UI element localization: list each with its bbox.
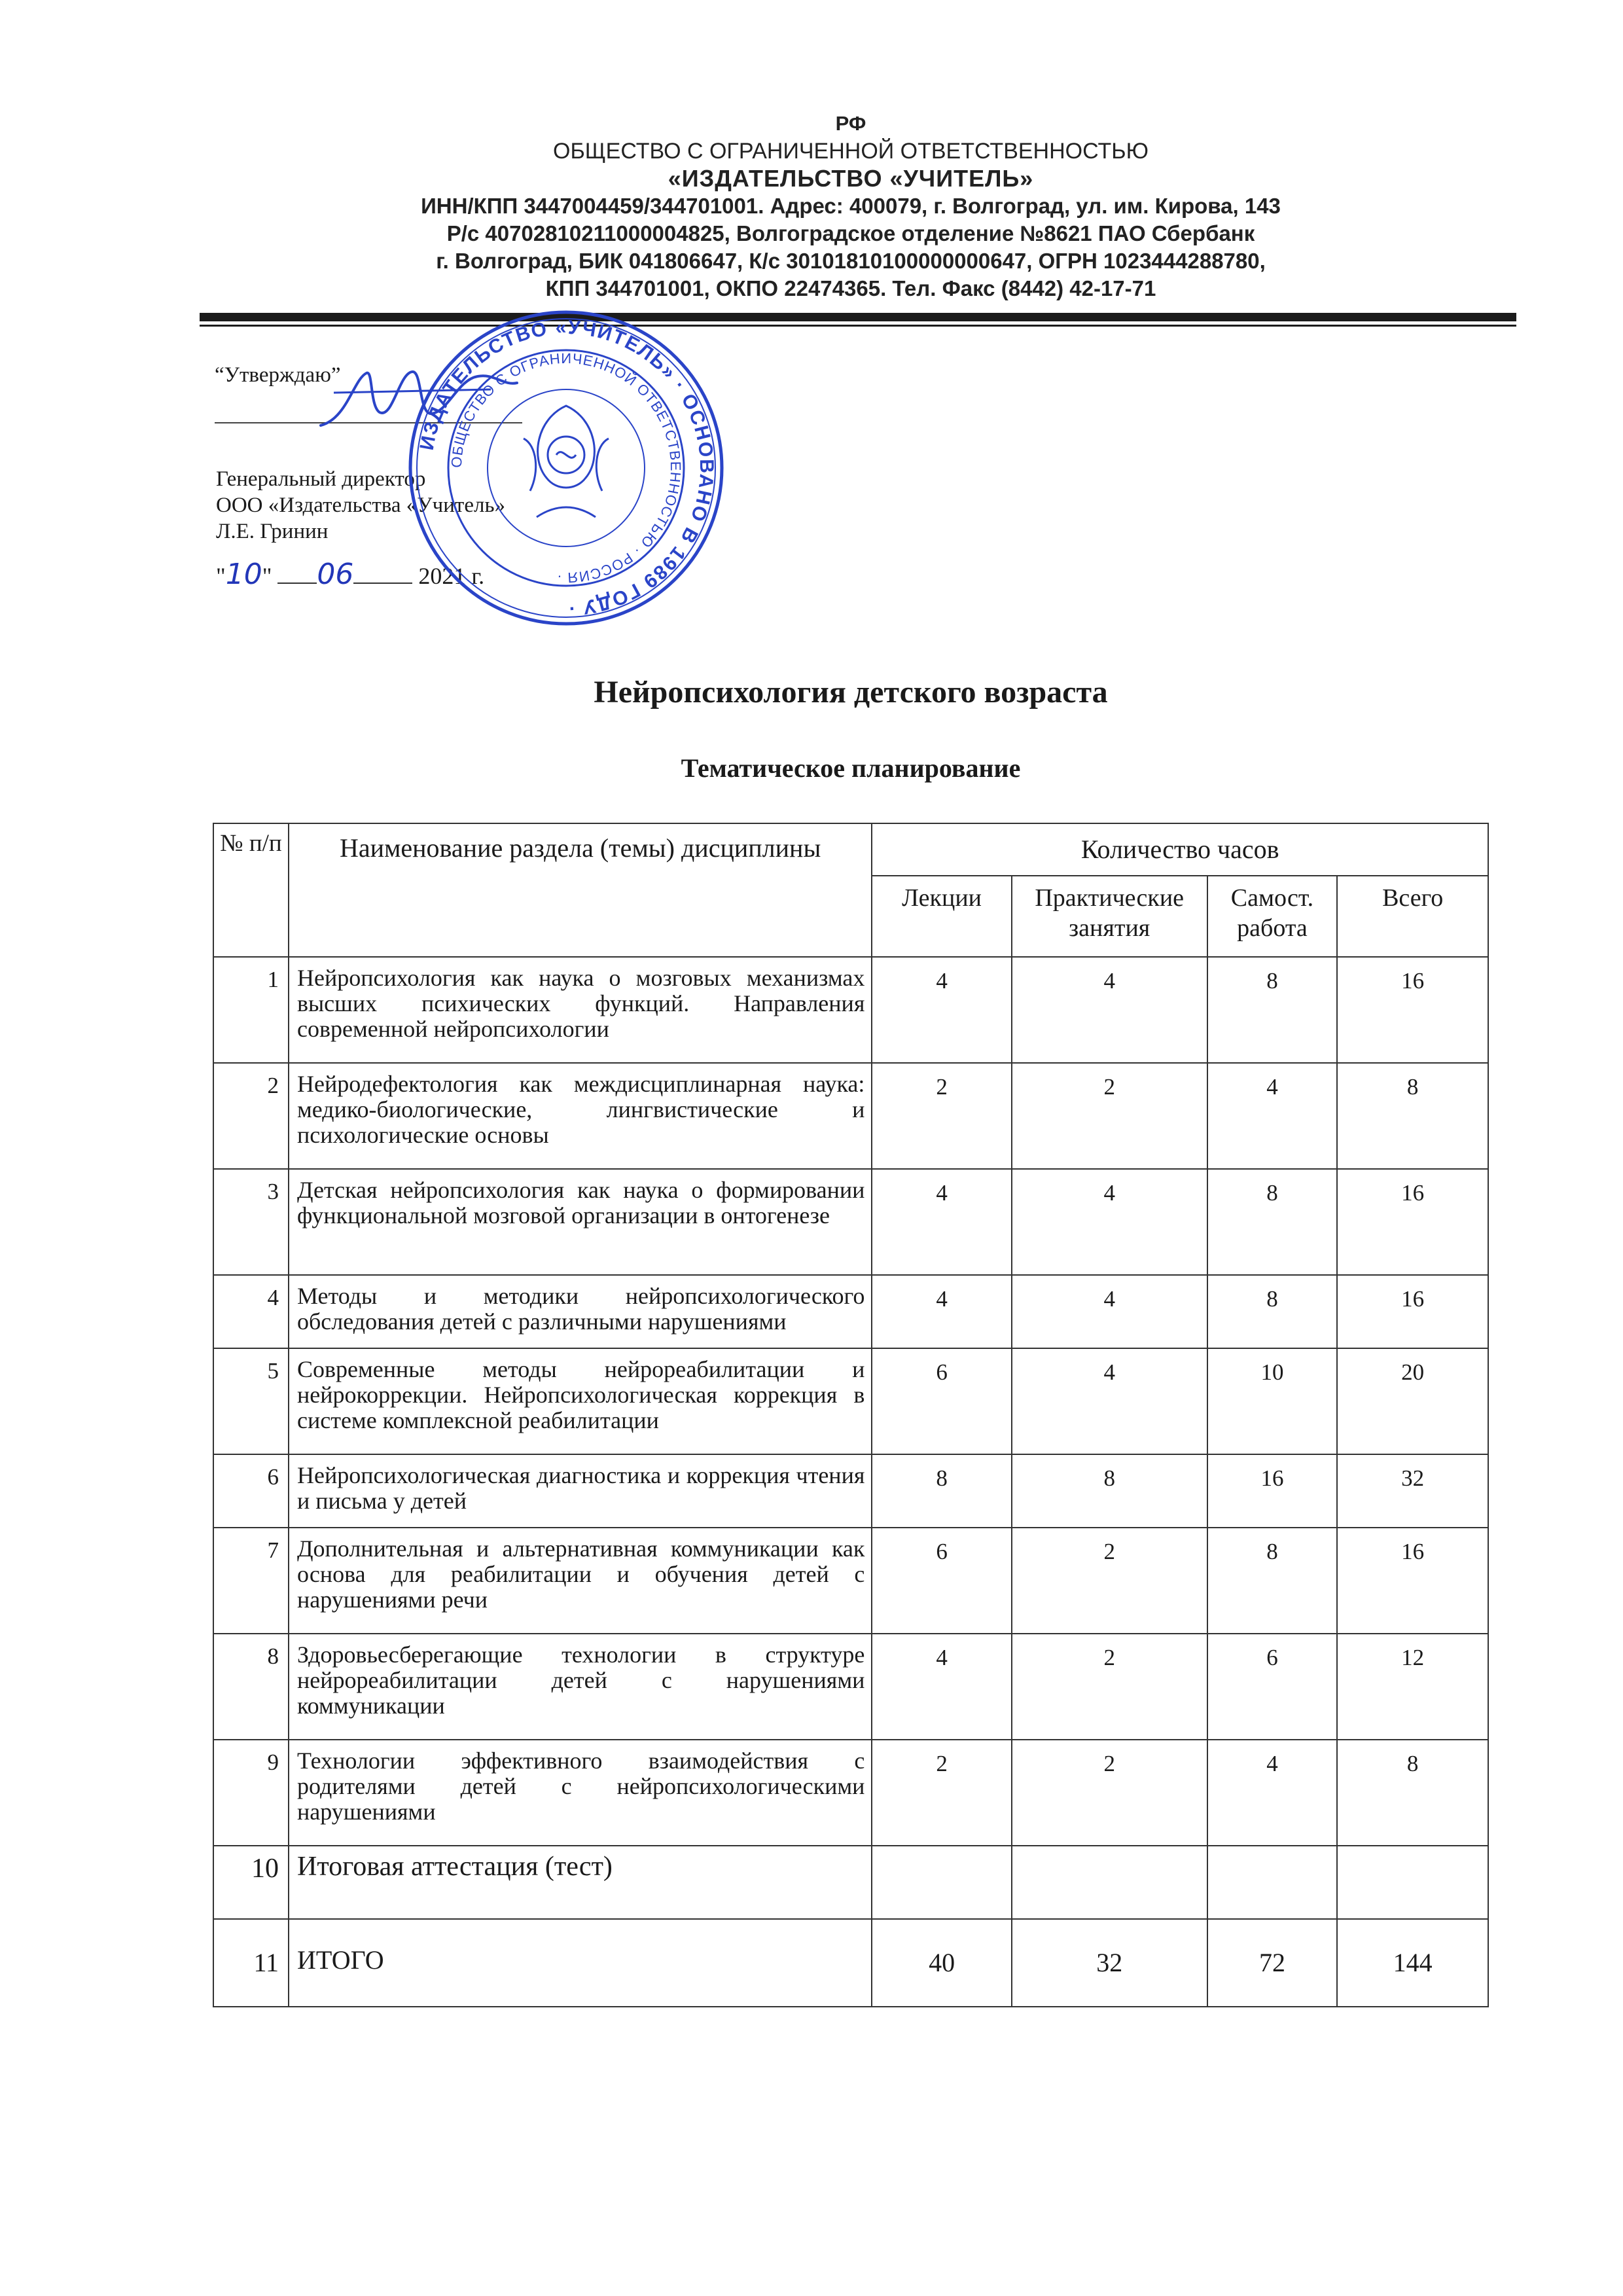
row-num: 5 — [213, 1348, 289, 1454]
row-name: Нейропсихология как наука о мозговых механизмах высших психических функций. Направления современной нейропсихологии — [289, 957, 872, 1063]
letterhead-divider-thin — [200, 325, 1516, 327]
row-lectures: 4 — [872, 1275, 1011, 1348]
row-total: 20 — [1337, 1348, 1488, 1454]
row-selfwork: 10 — [1207, 1348, 1338, 1454]
row-num: 3 — [213, 1169, 289, 1275]
row-selfwork: 6 — [1207, 1634, 1338, 1740]
row-total: 16 — [1337, 1528, 1488, 1634]
row-num: 11 — [213, 1919, 289, 2007]
header-num: № п/п — [213, 823, 289, 957]
row-practice: 2 — [1012, 1063, 1207, 1169]
table-row-total — [213, 1919, 1488, 2007]
row-total: 12 — [1337, 1634, 1488, 1740]
svg-text:ОБЩЕСТВО С ОГРАНИЧЕННОЙ ОТВЕТС: ОБЩЕСТВО С ОГРАНИЧЕННОЙ ОТВЕТСТВЕННОСТЬЮ · РОССИЯ · — [448, 350, 685, 586]
row-num: 2 — [213, 1063, 289, 1169]
document-title: Нейропсихология детского возраста — [594, 675, 1108, 709]
row-practice: 4 — [1012, 957, 1207, 1063]
row-practice — [1012, 1846, 1207, 1919]
row-total: 8 — [1337, 1740, 1488, 1846]
row-practice: 4 — [1012, 1348, 1207, 1454]
table-row — [213, 1063, 1488, 1169]
row-num: 9 — [213, 1740, 289, 1846]
row-name: Технологии эффективного взаимодействия с родителями детей с нейропсихологическими нарушениями — [289, 1740, 872, 1846]
row-total — [1337, 1846, 1488, 1919]
thematic-plan-table — [213, 823, 1489, 2007]
table-row — [213, 1348, 1488, 1454]
header-selfwork: Самост. работа — [1207, 876, 1338, 957]
approver-position-2: ООО «Издательства «Учитель» — [216, 493, 506, 517]
row-total: 16 — [1337, 1169, 1488, 1275]
row-selfwork: 8 — [1207, 1169, 1338, 1275]
table-row — [213, 1740, 1488, 1846]
row-selfwork: 4 — [1207, 1740, 1338, 1846]
row-total: 16 — [1337, 957, 1488, 1063]
row-selfwork: 8 — [1207, 1528, 1338, 1634]
row-name: Методы и методики нейропсихологического обследования детей с различными нарушениями — [289, 1275, 872, 1348]
header-total: Всего — [1337, 876, 1488, 957]
table-row — [213, 1275, 1488, 1348]
approval-day: 10 — [225, 558, 262, 591]
row-num: 4 — [213, 1275, 289, 1348]
row-practice: 2 — [1012, 1740, 1207, 1846]
row-name: Итоговая аттестация (тест) — [289, 1846, 872, 1919]
row-num: 10 — [213, 1846, 289, 1919]
row-total: 8 — [1337, 1063, 1488, 1169]
row-practice: 8 — [1012, 1454, 1207, 1528]
row-lectures: 4 — [872, 1634, 1011, 1740]
row-total: 32 — [1337, 1454, 1488, 1528]
row-lectures: 6 — [872, 1528, 1011, 1634]
row-practice: 32 — [1012, 1919, 1207, 2007]
row-num: 1 — [213, 957, 289, 1063]
row-selfwork: 4 — [1207, 1063, 1338, 1169]
row-name: Современные методы нейрореабилитации и нейрокоррекции. Нейропсихологическая коррекция в системе комплексной реабилитации — [289, 1348, 872, 1454]
requisites-line-4: КПП 344701001, ОКПО 22474365. Тел. Факс (8442) 42-17-71 — [545, 276, 1156, 300]
approval-month: 06 — [317, 558, 354, 591]
row-selfwork — [1207, 1846, 1338, 1919]
row-selfwork: 72 — [1207, 1919, 1338, 2007]
row-lectures: 4 — [872, 957, 1011, 1063]
row-name: ИТОГО — [289, 1919, 872, 2007]
row-practice: 2 — [1012, 1634, 1207, 1740]
requisites-line-3: г. Волгоград, БИК 041806647, К/с 30101810100000000647, ОГРН 1023444288780, — [436, 249, 1266, 273]
table-row — [213, 1169, 1488, 1275]
header-practice: Практические занятия — [1012, 876, 1207, 957]
row-lectures: 40 — [872, 1919, 1011, 2007]
row-practice: 4 — [1012, 1169, 1207, 1275]
approval-heading: “Утверждаю” — [215, 363, 341, 387]
row-lectures: 2 — [872, 1740, 1011, 1846]
header-name: Наименование раздела (темы) дисциплины — [289, 823, 872, 957]
row-selfwork: 16 — [1207, 1454, 1338, 1528]
row-num: 8 — [213, 1634, 289, 1740]
table-row — [213, 1846, 1488, 1919]
row-total: 144 — [1337, 1919, 1488, 2007]
company-seal-icon — [406, 308, 726, 628]
row-lectures — [872, 1846, 1011, 1919]
approval-date: "10" 06 2021 г. — [216, 558, 485, 591]
row-lectures: 2 — [872, 1063, 1011, 1169]
table-row — [213, 957, 1488, 1063]
table-row — [213, 1634, 1488, 1740]
requisites-line-1: ИНН/КПП 3447004459/344701001. Адрес: 400079, г. Волгоград, ул. им. Кирова, 143 — [421, 194, 1281, 218]
org-type: ОБЩЕСТВО С ОГРАНИЧЕННОЙ ОТВЕТСТВЕННОСТЬЮ — [553, 139, 1149, 164]
header-hours-group: Количество часов — [872, 823, 1488, 876]
row-name: Здоровьесберегающие технологии в структуре нейрореабилитации детей с нарушениями коммуникации — [289, 1634, 872, 1740]
row-name: Нейропсихологическая диагностика и коррекция чтения и письма у детей — [289, 1454, 872, 1528]
row-lectures: 8 — [872, 1454, 1011, 1528]
letterhead — [196, 110, 1505, 302]
table-row — [213, 1528, 1488, 1634]
country-label: РФ — [835, 112, 866, 135]
requisites-line-2: Р/с 40702810211000004825, Волгоградское отделение №8621 ПАО Сбербанк — [446, 221, 1255, 245]
svg-text:ИЗДАТЕЛЬСТВО «УЧИТЕЛЬ» · ОСНОВ: ИЗДАТЕЛЬСТВО «УЧИТЕЛЬ» · ОСНОВАНО В 1989 ГОДУ · — [416, 316, 718, 620]
row-practice: 4 — [1012, 1275, 1207, 1348]
row-lectures: 4 — [872, 1169, 1011, 1275]
row-name: Дополнительная и альтернативная коммуникации как основа для реабилитации и обучения детей с нарушениями речи — [289, 1528, 872, 1634]
document-subtitle: Тематическое планирование — [681, 753, 1021, 783]
approver-name: Л.Е. Гринин — [216, 520, 329, 543]
approval-year: 2021 г. — [418, 563, 485, 589]
row-name: Детская нейропсихология как наука о формировании функциональной мозговой организации в онтогенезе — [289, 1169, 872, 1275]
row-num: 6 — [213, 1454, 289, 1528]
row-selfwork: 8 — [1207, 957, 1338, 1063]
table-row — [213, 1454, 1488, 1528]
row-total: 16 — [1337, 1275, 1488, 1348]
row-practice: 2 — [1012, 1528, 1207, 1634]
row-num: 7 — [213, 1528, 289, 1634]
approver-position-1: Генеральный директор — [216, 467, 426, 491]
row-selfwork: 8 — [1207, 1275, 1338, 1348]
header-lectures: Лекции — [872, 876, 1011, 957]
row-lectures: 6 — [872, 1348, 1011, 1454]
row-name: Нейродефектология как междисциплинарная наука: медико-биологические, лингвистические и психологические основы — [289, 1063, 872, 1169]
letterhead-divider-thick — [200, 313, 1516, 321]
org-name: «ИЗДАТЕЛЬСТВО «УЧИТЕЛЬ» — [668, 165, 1034, 192]
